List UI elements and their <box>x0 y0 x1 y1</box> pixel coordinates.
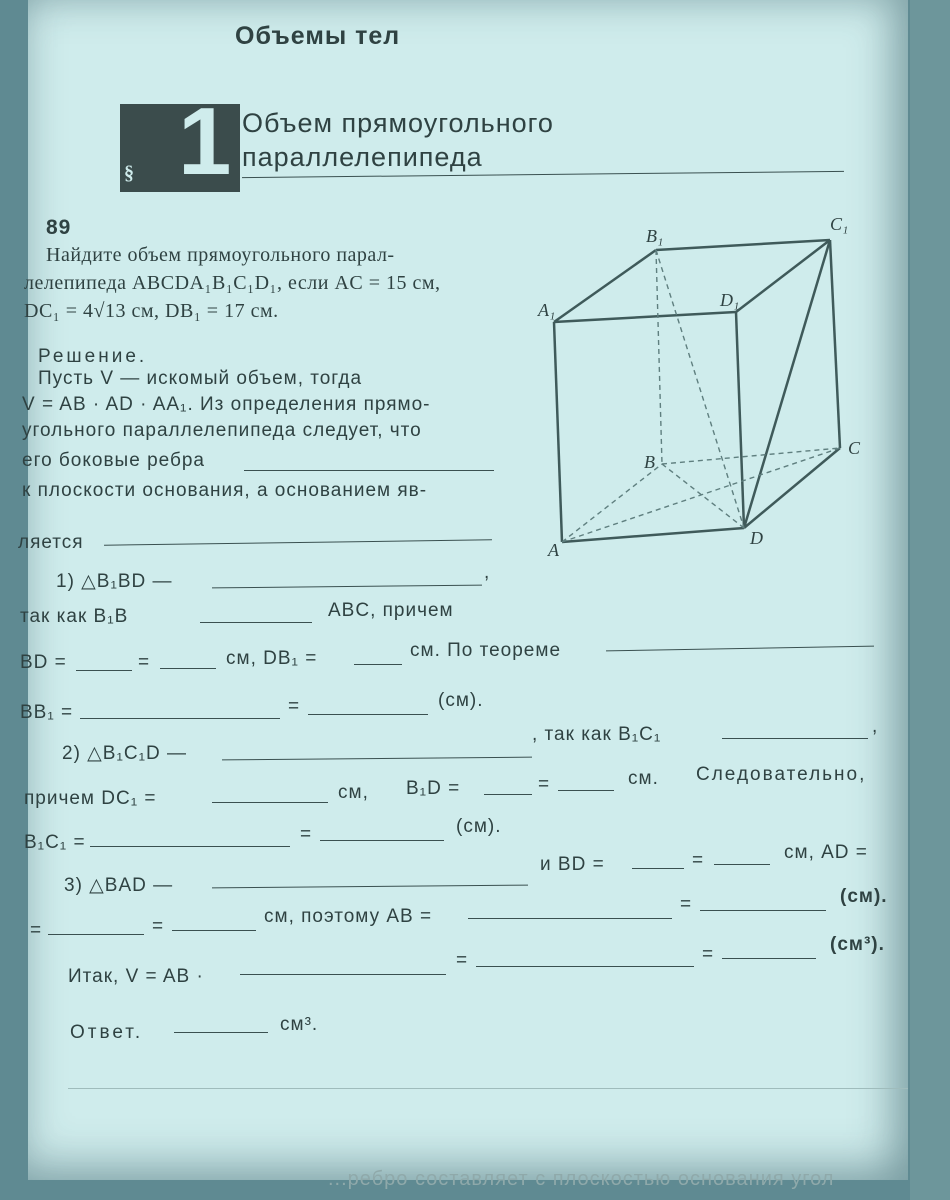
chapter-title: Объемы тел <box>235 22 401 50</box>
equals-sign: = <box>30 920 43 941</box>
vertex-c: C <box>848 438 861 458</box>
solution-heading: Решение. <box>38 346 148 367</box>
vertex-d: D <box>750 528 763 548</box>
answer-blank[interactable] <box>476 966 694 967</box>
solution-line-5: к плоскости основания, а основанием яв- <box>22 480 428 501</box>
section-number: 1 <box>178 88 232 195</box>
equals-sign: = <box>702 944 715 965</box>
step1-line-b: так как B₁B <box>20 606 129 627</box>
edge-aa1 <box>554 322 562 542</box>
answer-blank[interactable] <box>354 664 402 665</box>
answer-blank[interactable] <box>240 974 446 975</box>
answer-blank[interactable] <box>212 885 528 889</box>
solution-line-6: ляется <box>18 532 84 553</box>
answer-blank[interactable] <box>212 802 328 803</box>
equals-sign: = <box>152 916 165 937</box>
step1-bd-label: BD = <box>20 652 67 673</box>
answer-blank[interactable] <box>722 958 816 959</box>
edge-dc <box>744 448 840 528</box>
edge-ab-hidden <box>562 464 662 542</box>
unit-cm3: (см³). <box>830 934 885 955</box>
solution-line-1: Пусть V — искомый объем, тогда <box>38 368 363 389</box>
answer-blank[interactable] <box>606 646 874 652</box>
equals-sign: = <box>692 850 705 871</box>
equals-sign: = <box>538 774 551 795</box>
answer-blank[interactable] <box>76 670 132 671</box>
edge-c1d1 <box>736 240 830 312</box>
section-title-line1: Объем прямоугольного <box>242 108 554 138</box>
edge-cc1 <box>830 240 840 448</box>
problem-number: 89 <box>46 216 72 239</box>
unit-cm: (см). <box>438 690 484 711</box>
answer-blank[interactable] <box>714 864 770 865</box>
answer-blank[interactable] <box>172 930 256 931</box>
vertex-d1: D₁ <box>720 290 740 310</box>
diagonal-bd <box>662 464 744 528</box>
divider <box>68 1088 908 1089</box>
edge-b1c1 <box>656 240 830 250</box>
answer-blank[interactable] <box>222 757 532 761</box>
vertex-b1: B₁ <box>646 226 664 246</box>
answer-blank[interactable] <box>90 846 290 847</box>
answer-blank[interactable] <box>308 714 428 715</box>
edge-ad <box>562 528 744 542</box>
vertex-c1: C₁ <box>830 214 849 234</box>
answer-blank[interactable] <box>320 840 444 841</box>
answer-blank[interactable] <box>200 622 312 623</box>
problem-line-3: DC₁ = 4√13 см, DB₁ = 17 см. <box>24 300 279 322</box>
vertex-b: B <box>644 452 655 472</box>
equals-sign: = <box>288 696 301 717</box>
step2-consequently: Следовательно, <box>696 764 867 785</box>
edge-a1d1 <box>554 312 736 322</box>
answer-blank[interactable] <box>722 738 868 739</box>
problem-line-1: Найдите объем прямоугольного парал- <box>46 244 395 266</box>
solution-line-2: V = AB · AD · AA₁. Из определения прямо- <box>22 394 431 415</box>
step3-bd-label: и BD = <box>540 854 605 875</box>
step1-line-c: ABC, причем <box>328 600 454 621</box>
equals-sign: = <box>680 894 693 915</box>
answer-blank[interactable] <box>468 918 672 919</box>
step2-b1d-label: B₁D = <box>406 778 461 799</box>
equals-sign: = <box>300 824 313 845</box>
vertex-a: A <box>548 540 559 560</box>
step3-triangle: 3) △BAD — <box>64 875 174 896</box>
step1-triangle: 1) △B₁BD — <box>56 571 173 592</box>
unit-cm: (см). <box>456 816 502 837</box>
page-edge-shadow <box>910 0 950 1200</box>
edge-dd1 <box>736 312 744 528</box>
answer-blank[interactable] <box>174 1032 268 1033</box>
step1-bb1-label: BB₁ = <box>20 702 74 723</box>
parallelepiped-figure <box>538 210 898 570</box>
step3-ad-label: см, AD = <box>784 842 868 863</box>
solution-line-4: его боковые ребра <box>22 450 205 471</box>
problem-line-2: лелепипеда ABCDA₁B₁C₁D₁, если AC = 15 см, <box>24 272 441 294</box>
equals-sign: = <box>138 652 151 673</box>
step1-db1-label: см, DB₁ = <box>226 648 318 669</box>
answer-blank[interactable] <box>160 668 216 669</box>
unit-cm: см. <box>628 768 659 789</box>
section-sign: § <box>124 162 134 184</box>
comma: , <box>484 562 491 583</box>
answer-blank[interactable] <box>700 910 826 911</box>
textbook-page <box>18 0 908 1190</box>
solution-line-3: угольного параллелепипеда следует, что <box>22 420 422 441</box>
answer-blank[interactable] <box>104 539 492 545</box>
step3-ab-label: см, поэтому AB = <box>264 906 433 927</box>
step2-dc1-label: причем DC₁ = <box>24 788 157 809</box>
edge-a1b1 <box>554 250 656 322</box>
answer-blank[interactable] <box>244 470 494 471</box>
step1-theorem: см. По теореме <box>410 640 562 661</box>
unit-cm: см, <box>338 782 369 803</box>
result-line: Итак, V = AB · <box>68 966 204 987</box>
vertex-a1: A₁ <box>538 300 556 320</box>
answer-blank[interactable] <box>80 718 280 719</box>
equals-sign: = <box>456 950 469 971</box>
answer-blank[interactable] <box>632 868 684 869</box>
step2-triangle: 2) △B₁C₁D — <box>62 743 187 764</box>
section-title-line2: параллелепипеда <box>242 142 483 172</box>
answer-label: Ответ. <box>70 1022 144 1043</box>
comma: , <box>872 716 879 737</box>
edge-bc-hidden <box>662 448 840 464</box>
edge-bb1-hidden <box>656 250 662 464</box>
unit-cm3: см³. <box>280 1014 319 1035</box>
answer-blank[interactable] <box>48 934 144 935</box>
next-page-text: ...ребро составляет с плоскостью основания угол <box>328 1168 835 1190</box>
step2-b1c1-label: B₁C₁ = <box>24 832 86 853</box>
answer-blank[interactable] <box>212 585 482 589</box>
answer-blank[interactable] <box>558 790 614 791</box>
diagonal-dc1 <box>744 240 830 528</box>
answer-blank[interactable] <box>484 794 532 795</box>
step2-line-b: , так как B₁C₁ <box>532 724 662 745</box>
unit-cm: (см). <box>840 886 888 907</box>
